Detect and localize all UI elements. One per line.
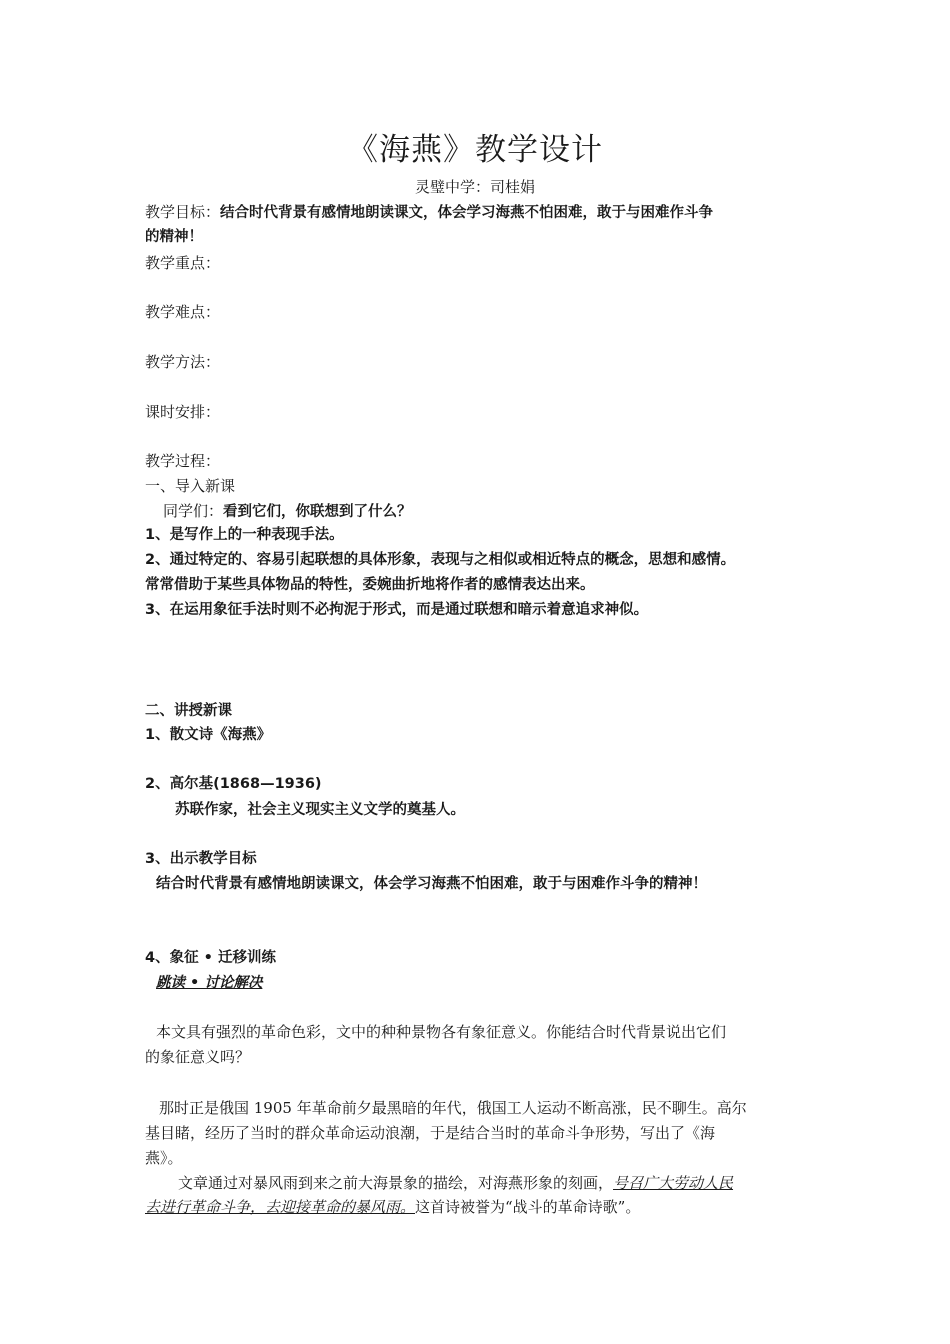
section1-heading: 一、导入新课 — [145, 477, 236, 495]
para2-lead: 文章通过对暴风雨到来之前大海景象的描绘，对海燕形象的刻画， — [178, 1174, 614, 1192]
para1-line-2: 基目睹，经历了当时的群众革命运动浪潮，于是结合当时的革命斗争形势，写出了《海 — [145, 1124, 716, 1142]
goal-label: 教学目标： — [145, 203, 221, 221]
goal-line-1 — [145, 201, 713, 224]
section2-item-4-sub: 跳读 • 讨论解决 — [156, 975, 263, 991]
question-line-2: 的象征意义吗？ — [145, 1048, 251, 1066]
para2-line-2 — [145, 1196, 640, 1218]
para2-emphasis-1: 号召广大劳动人民 — [613, 1174, 734, 1192]
section1-item-3: 3、在运用象征手法时则不必拘泥于形式，而是通过联想和暗示着意追求神似。 — [145, 602, 649, 618]
section1-item-2-line-2: 常常借助于某些具体物品的特性，委婉曲折地将作者的感情表达出来。 — [145, 577, 595, 593]
schedule-label: 课时安排： — [145, 403, 221, 421]
author-line: 灵璧中学：司桂娟 — [414, 178, 535, 196]
section2-item-1: 1、散文诗《海燕》 — [145, 727, 272, 743]
section1-item-2-line-1: 2、通过特定的、容易引起联想的具体形象，表现与之相似或相近特点的概念，思想和感情。 — [145, 552, 736, 568]
para2-tail: 这首诗被誉为“战斗的革命诗歌”。 — [415, 1198, 641, 1216]
section2-item-2-desc: 苏联作家，社会主义现实主义文学的奠基人。 — [175, 802, 465, 818]
para1-line-3: 燕》。 — [145, 1149, 183, 1167]
methods-label: 教学方法： — [145, 353, 221, 371]
section2-item-3: 3、出示教学目标 — [145, 851, 257, 867]
section2-heading: 二、讲授新课 — [145, 703, 232, 719]
prompt-label: 同学们： — [163, 502, 224, 520]
goal-text: 结合时代背景有感情地朗读课文，体会学习海燕不怕困难，敢于与困难作斗争 — [220, 205, 714, 221]
para2-line-1 — [178, 1172, 733, 1194]
document-title: 《海燕》教学设计 — [347, 132, 603, 168]
process-label: 教学过程： — [145, 452, 221, 470]
difficulties-label: 教学难点： — [145, 303, 221, 321]
section2-item-3-desc: 结合时代背景有感情地朗读课文，体会学习海燕不怕困难，敢于与困难作斗争的精神！ — [156, 876, 707, 892]
goal-line-2: 的精神！ — [145, 229, 203, 245]
section2-item-2: 2、高尔基(1868—1936) — [145, 776, 322, 792]
para1-line-1: 那时正是俄国 1905 年革命前夕最黑暗的年代，俄国工人运动不断高涨，民不聊生。高尔 — [159, 1099, 747, 1117]
para2-emphasis-2: 去进行革命斗争，去迎接革命的暴风雨。 — [145, 1198, 416, 1216]
section1-prompt — [163, 500, 412, 523]
section2-item-4: 4、象征 • 迁移训练 — [145, 950, 276, 966]
prompt-text: 看到它们，你联想到了什么？ — [223, 504, 412, 520]
section1-item-1: 1、是写作上的一种表现手法。 — [145, 527, 344, 543]
key-points-label: 教学重点： — [145, 254, 221, 272]
question-line-1: 本文具有强烈的革命色彩，文中的种种景物各有象征意义。你能结合时代背景说出它们 — [156, 1023, 727, 1041]
